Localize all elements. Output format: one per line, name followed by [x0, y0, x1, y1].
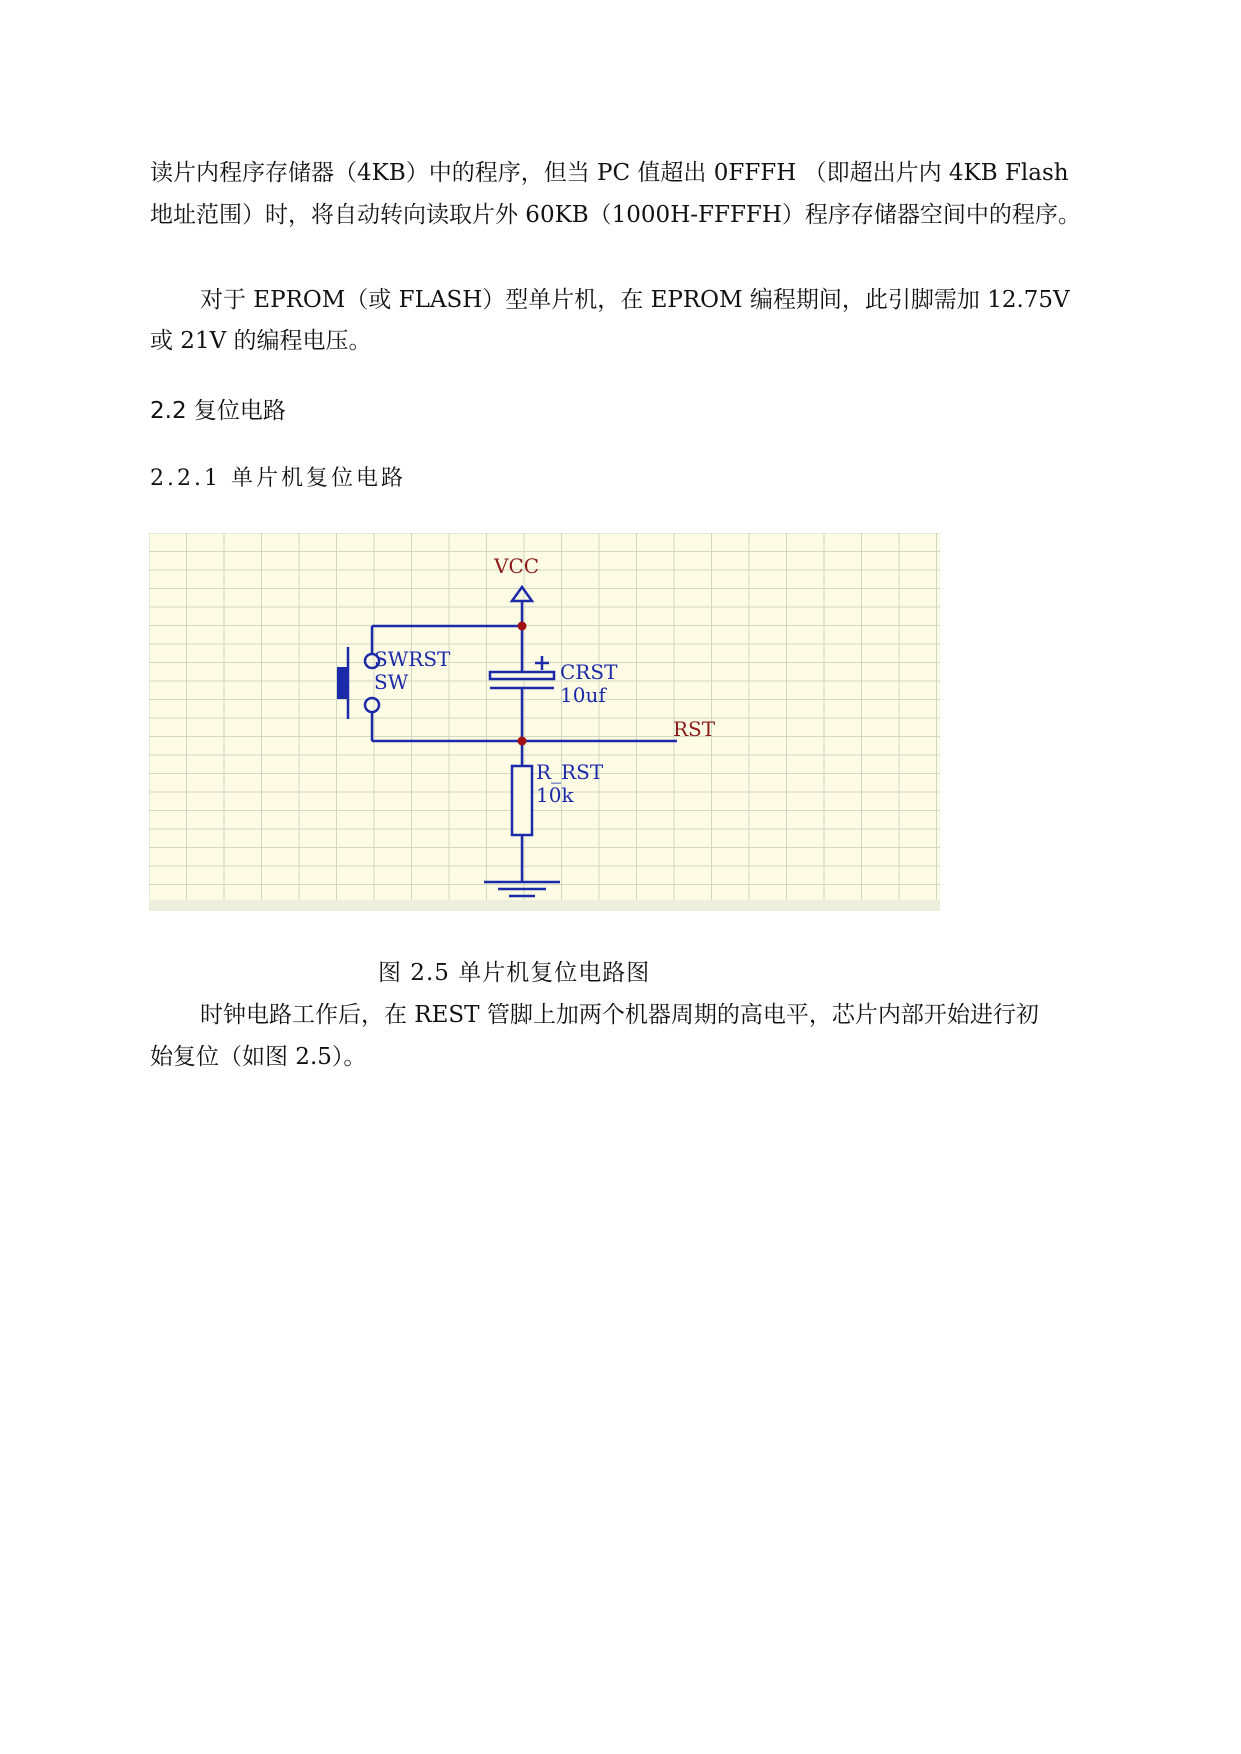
label-switch-ref: SWRST: [374, 647, 451, 671]
switch-button: [337, 667, 348, 699]
schematic-background: [149, 533, 940, 911]
reset-circuit-schematic: [149, 533, 940, 911]
capacitor-top-plate: [490, 672, 554, 679]
reset-circuit-figure: [149, 533, 940, 911]
label-cap-ref: CRST: [560, 660, 618, 684]
label-net-rst: RST: [673, 717, 716, 741]
paragraph-1-line-2: 地址范围）时，将自动转向读取片外 60KB（1000H-FFFFH）程序存储器空间中的程序。: [150, 202, 1081, 228]
figure-caption: 图 2.5 单片机复位电路图: [378, 960, 651, 986]
label-cap-value: 10uf: [560, 683, 606, 707]
paragraph-2-line-1: 对于 EPROM（或 FLASH）型单片机，在 EPROM 编程期间，此引脚需加 12.75V: [200, 287, 1070, 313]
paragraph-3-line-1: 时钟电路工作后，在 REST 管脚上加两个机器周期的高电平，芯片内部开始进行初: [200, 1002, 1039, 1028]
junction-top: [518, 622, 527, 631]
label-res-ref: R_RST: [536, 760, 604, 784]
label-switch-type: SW: [374, 670, 409, 694]
section-heading: 2.2 复位电路: [150, 398, 286, 424]
label-res-value: 10k: [536, 783, 574, 807]
paragraph-3-line-2: 始复位（如图 2.5）。: [150, 1044, 367, 1070]
subsection-heading: 2.2.1 单片机复位电路: [150, 466, 406, 491]
schematic-bottom-strip: [149, 900, 940, 911]
resistor-symbol: [512, 766, 532, 835]
paragraph-1-line-1: 读片内程序存储器（4KB）中的程序，但当 PC 值超出 0FFFH （即超出片内 4KB Flash: [150, 160, 1069, 186]
label-vcc: VCC: [494, 554, 540, 578]
junction-rst: [518, 737, 527, 746]
paragraph-2-line-2: 或 21V 的编程电压。: [150, 328, 372, 354]
